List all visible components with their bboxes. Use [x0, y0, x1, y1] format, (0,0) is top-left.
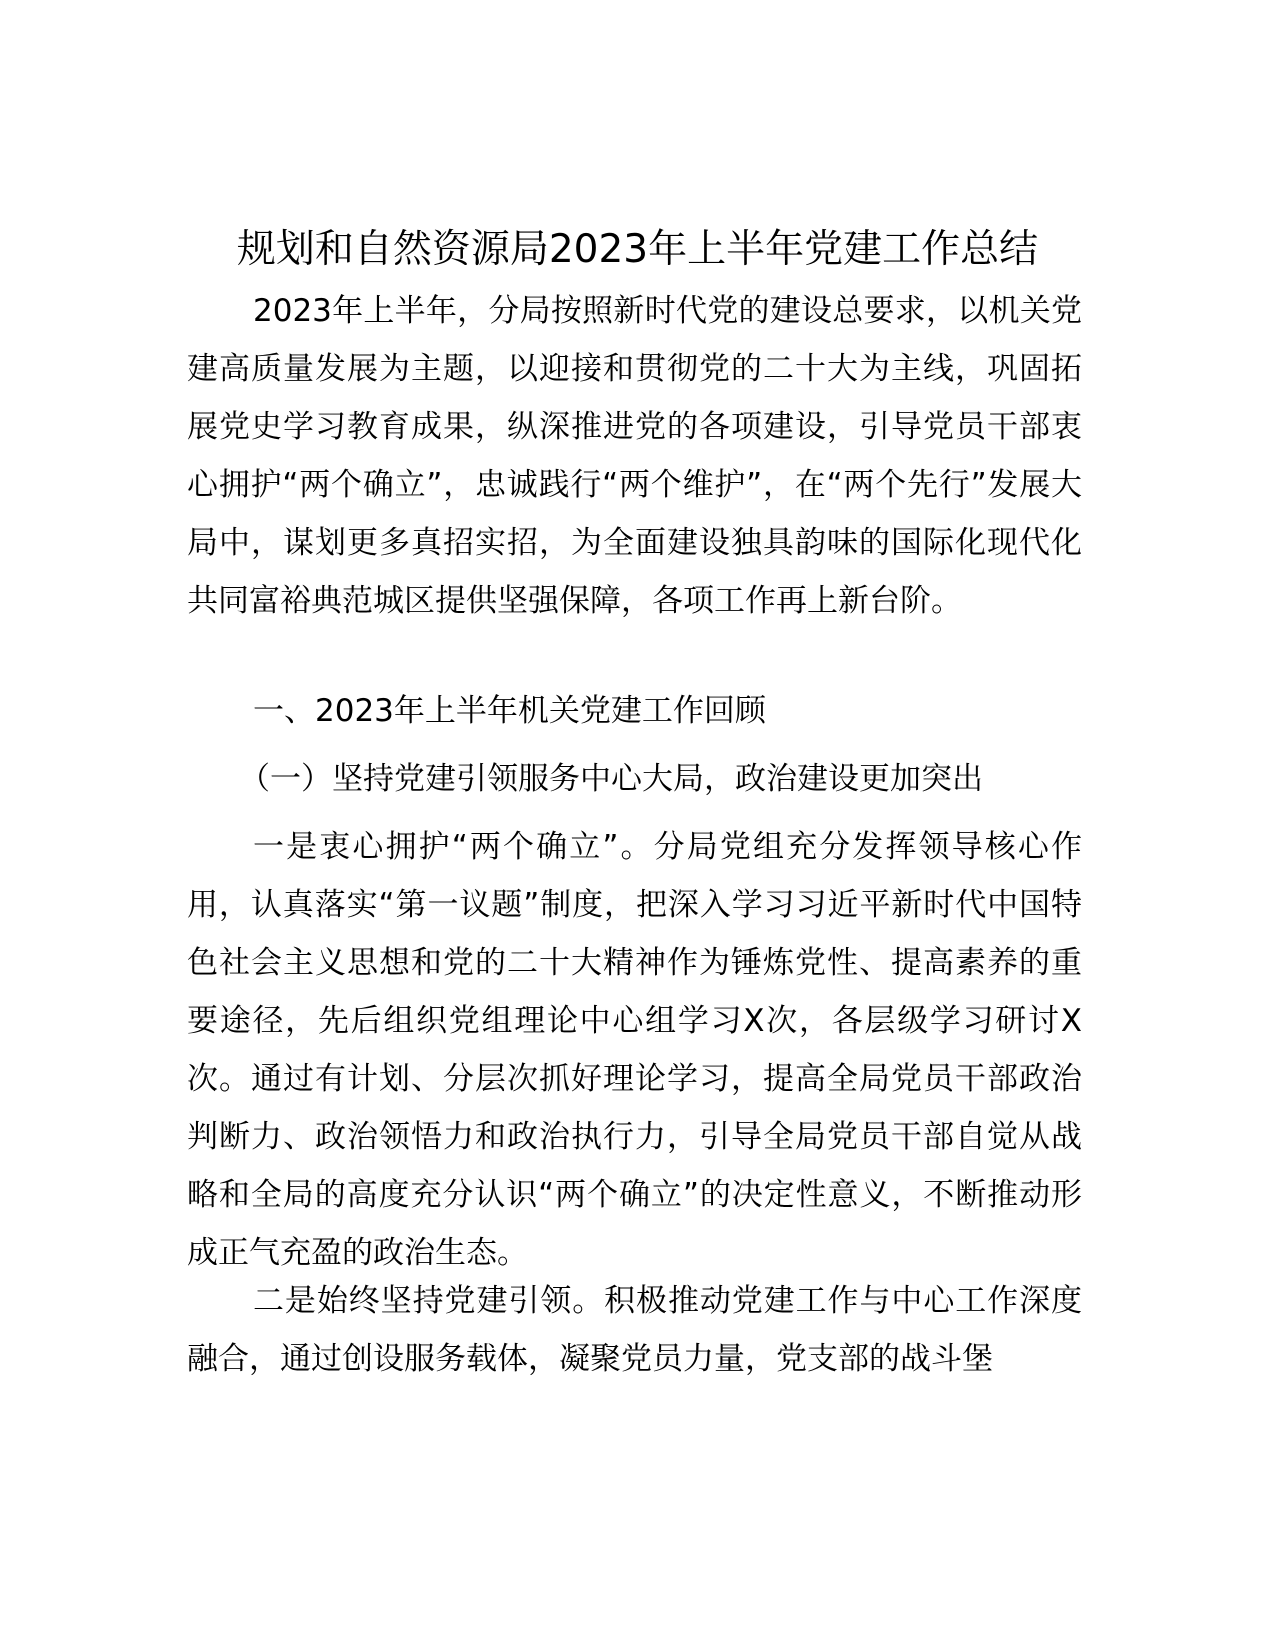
subsection-heading: （一）坚持党建引领服务中心大局，政治建设更加突出	[239, 761, 983, 797]
body-paragraph-2: 二是始终坚持党建引领。积极推动党建工作与中心工作深度融合，通过创设服务载体，凝聚党员力量，党支部的战斗堡	[187, 1283, 1082, 1377]
body-paragraph-1: 一是衷心拥护“两个确立”。分局党组充分发挥领导核心作用，认真落实“第一议题”制度，把深入学习习近平新时代中国特色社会主义思想和党的二十大精神作为锤炼党性、提高素养的重要途径，先后组织党组理论中心组学习X次，各层级学习研讨X次。通过有计划、分层次抓好理论学习，提高全局党员干部政治判断力、政治领悟力和政治执行力，引导全局党员干部自觉从战略和全局的高度充分认识“两个确立”的决定性意义，不断推动形成正气充盈的政治生态。	[187, 829, 1082, 1271]
intro-paragraph: 2023年上半年，分局按照新时代党的建设总要求，以机关党建高质量发展为主题，以迎接和贯彻党的二十大为主线，巩固拓展党史学习教育成果，纵深推进党的各项建设，引导党员干部衷心拥护“两个确立”，忠诚践行“两个维护”，在“两个先行”发展大局中，谋划更多真招实招，为全面建设独具韵味的国际化现代化共同富裕典范城区提供坚强保障，各项工作再上新台阶。	[187, 293, 1082, 619]
section-heading: 一、2023年上半年机关党建工作回顾	[253, 693, 766, 729]
document-title: 规划和自然资源局2023年上半年党建工作总结	[236, 227, 1039, 272]
